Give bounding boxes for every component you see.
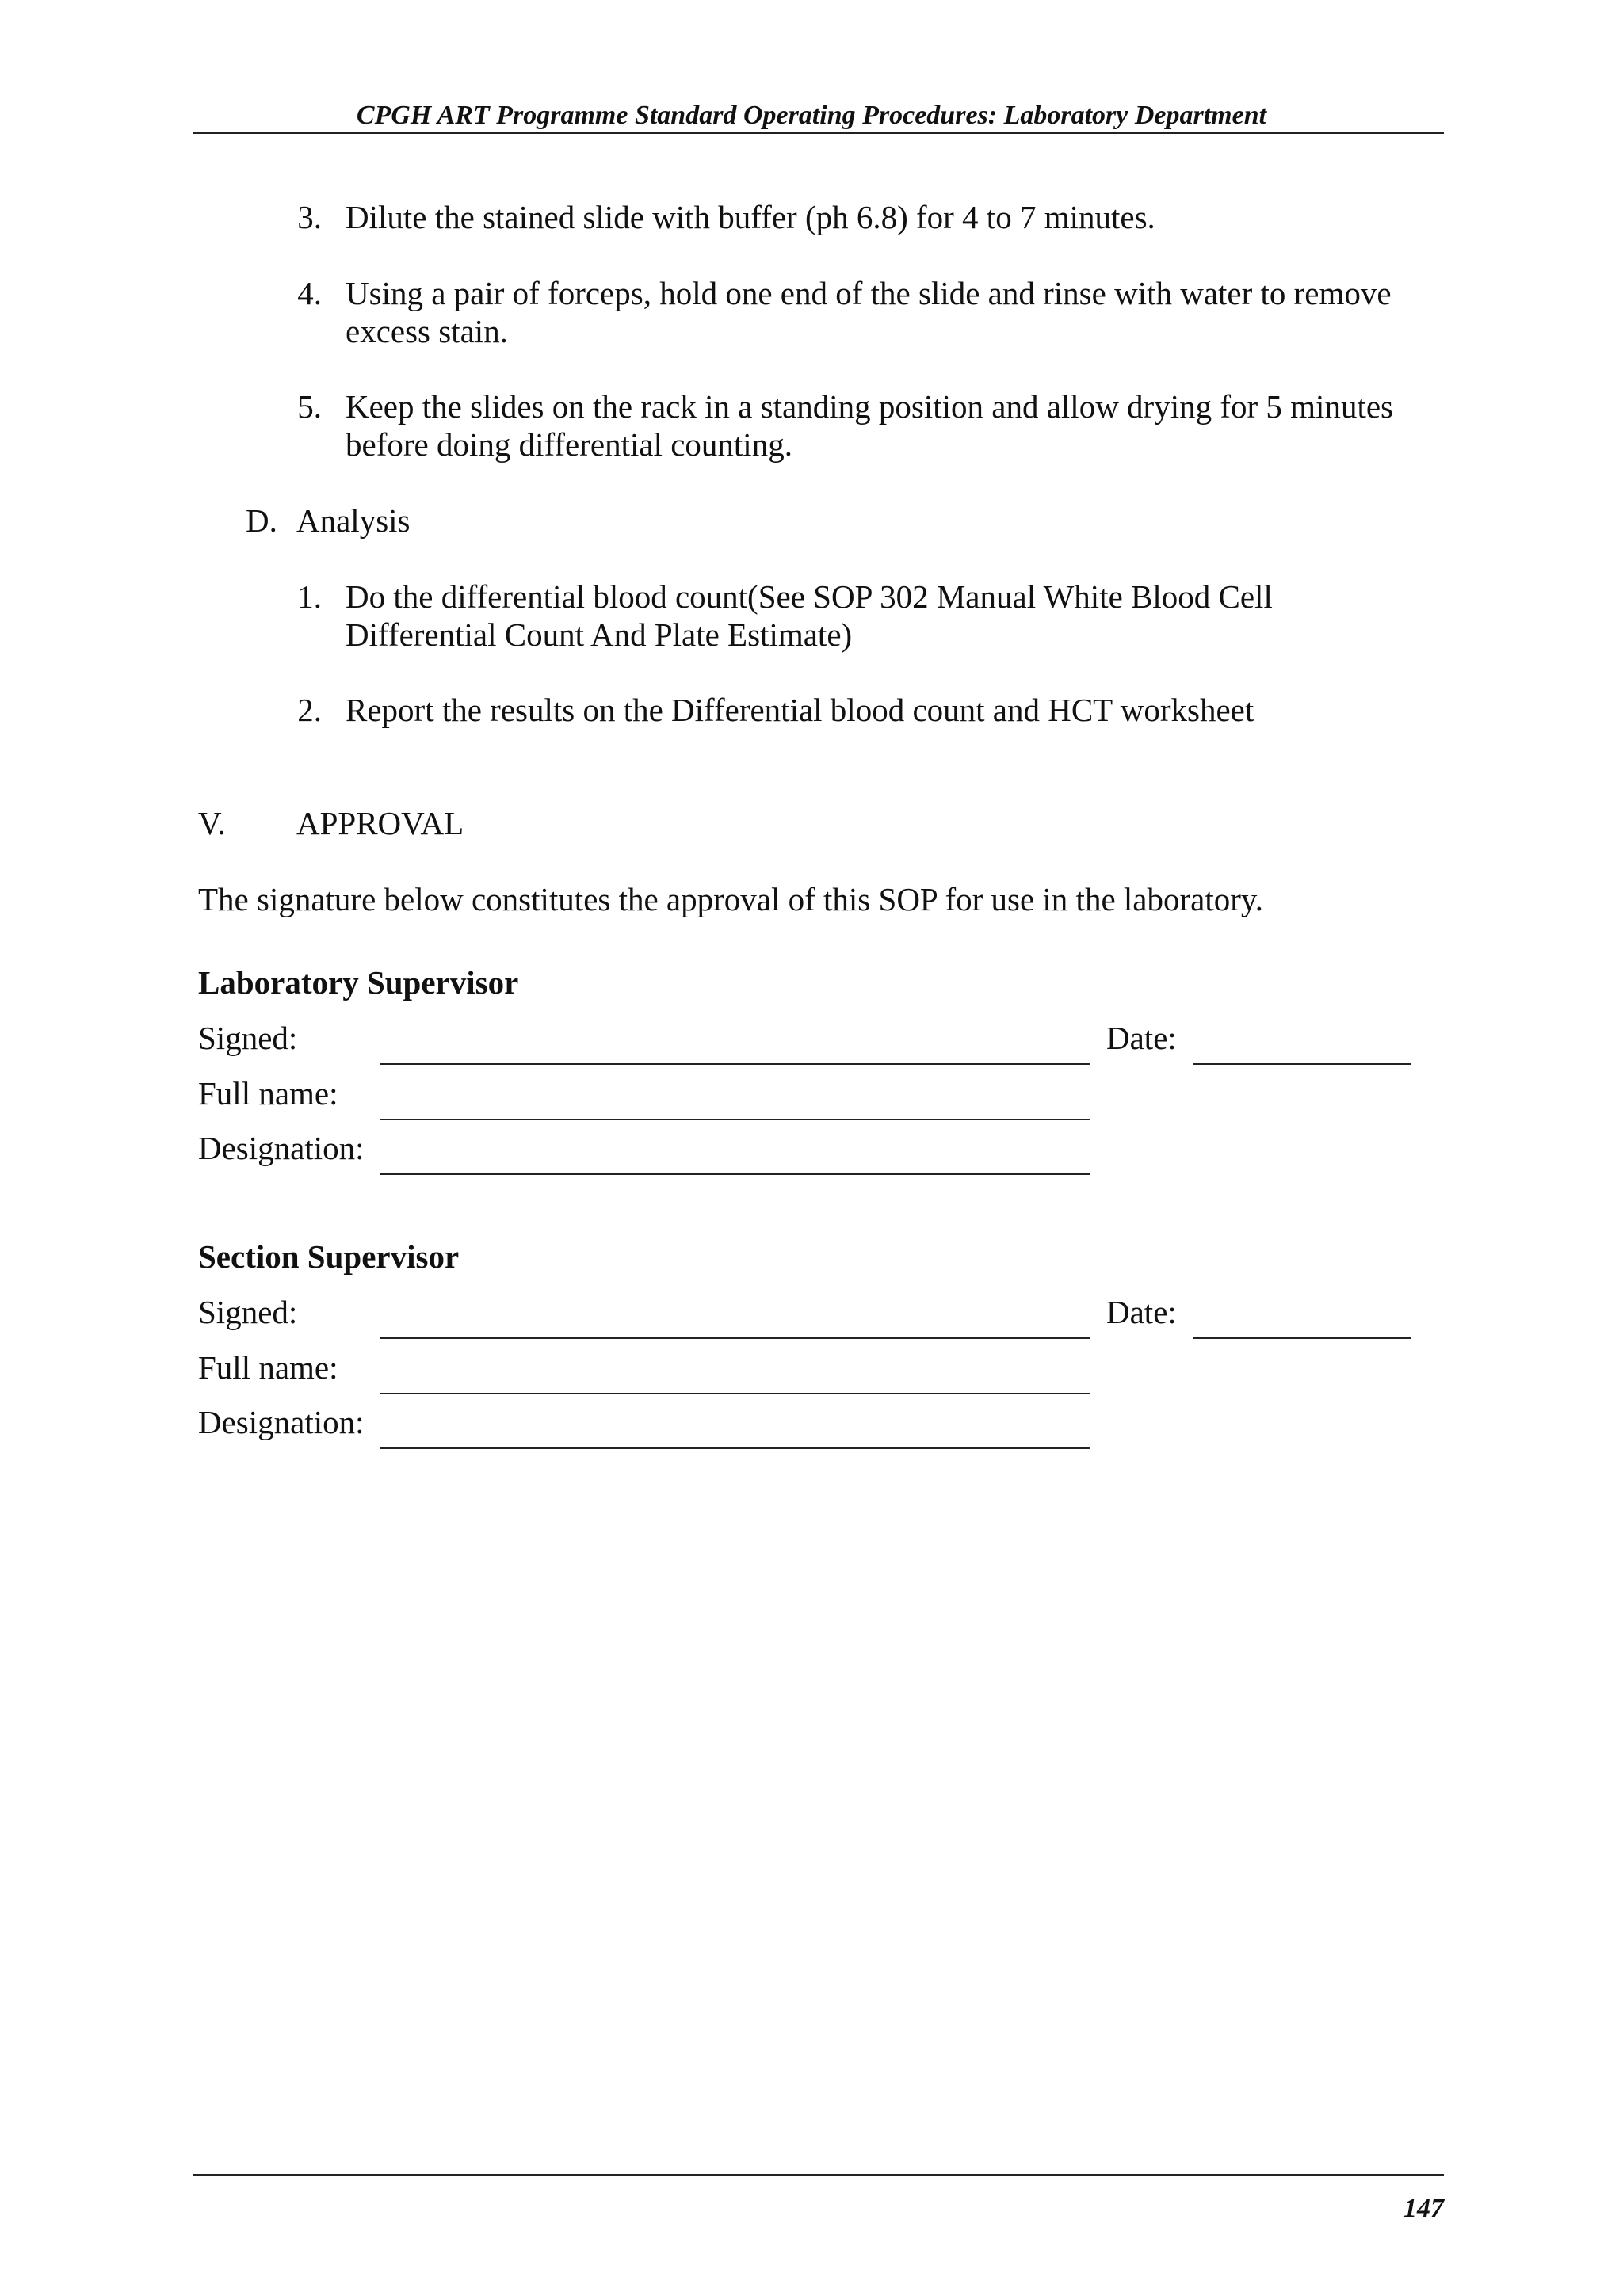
step-text-line: Dilute the stained slide with buffer (ph 6.8) for 4 to 7 minutes. — [346, 199, 1155, 235]
signed-line[interactable] — [380, 1063, 1090, 1065]
header-rule — [193, 132, 1444, 134]
fullname-line[interactable] — [380, 1119, 1090, 1120]
date-label: Date: — [1106, 1294, 1177, 1330]
section-numeral: V. — [198, 805, 226, 841]
signed-label: Signed: — [198, 1020, 298, 1056]
date-line[interactable] — [1193, 1063, 1411, 1065]
step-text-line: Differential Count And Plate Estimate) — [346, 616, 853, 653]
page-header-title: CPGH ART Programme Standard Operating Procedures: Laboratory Department — [356, 101, 1267, 130]
footer-rule — [193, 2174, 1444, 2176]
step-text-line: excess stain. — [346, 313, 508, 349]
designation-label: Designation: — [198, 1404, 365, 1440]
step-number: 1. — [297, 578, 322, 615]
date-label: Date: — [1106, 1020, 1177, 1056]
step-text-line: Report the results on the Differential blood count and HCT worksheet — [346, 692, 1254, 728]
signed-line[interactable] — [380, 1337, 1090, 1339]
step-text-line: before doing differential counting. — [346, 426, 792, 463]
step-number: 2. — [297, 692, 322, 728]
step-text-line: Keep the slides on the rack in a standing position and allow drying for 5 minutes — [346, 388, 1393, 425]
step-number: 3. — [297, 199, 322, 235]
designation-label: Designation: — [198, 1130, 365, 1166]
signature-block-title: Laboratory Supervisor — [198, 964, 519, 1001]
approval-heading: APPROVAL — [296, 805, 464, 841]
step-number: 5. — [297, 388, 322, 425]
section-letter: D. — [246, 502, 277, 539]
signature-block-title: Section Supervisor — [198, 1238, 460, 1275]
designation-line[interactable] — [380, 1173, 1090, 1175]
step-text-line: Using a pair of forceps, hold one end of the slide and rinse with water to remove — [346, 275, 1392, 311]
signed-label: Signed: — [198, 1294, 298, 1330]
date-line[interactable] — [1193, 1337, 1411, 1339]
fullname-label: Full name: — [198, 1349, 338, 1386]
designation-line[interactable] — [380, 1447, 1090, 1449]
step-text-line: Do the differential blood count(See SOP 302 Manual White Blood Cell — [346, 578, 1273, 615]
approval-statement: The signature below constitutes the approval of this SOP for use in the laboratory. — [198, 881, 1263, 917]
page-number: 147 — [1403, 2194, 1444, 2223]
step-number: 4. — [297, 275, 322, 311]
fullname-line[interactable] — [380, 1393, 1090, 1394]
section-title: Analysis — [296, 502, 411, 539]
fullname-label: Full name: — [198, 1075, 338, 1112]
